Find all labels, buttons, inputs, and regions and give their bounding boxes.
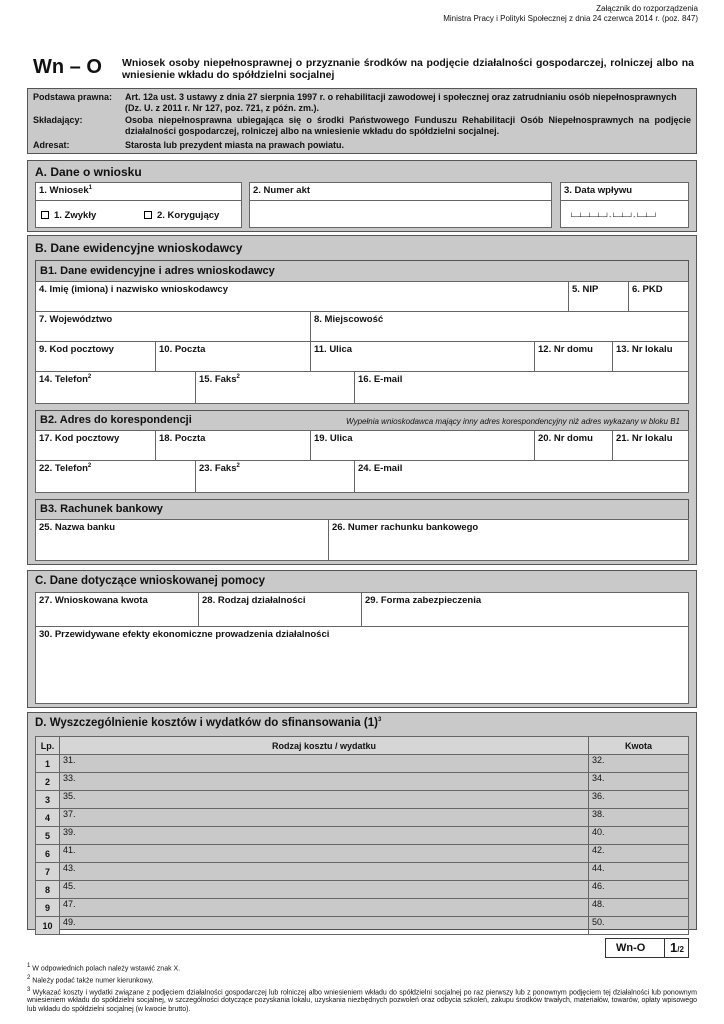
field-19-street[interactable]: 19. Ulica [310,430,535,461]
info-box [27,88,697,154]
field-16-email[interactable]: 16. E-mail [354,371,689,404]
cost-type-cell[interactable]: 39. [60,827,589,845]
field-26-account-number[interactable]: 26. Numer rachunku bankowego [328,519,689,561]
section-c-title: C. Dane dotyczące wnioskowanej pomocy [35,575,266,587]
cost-type-cell[interactable]: 45. [60,881,589,899]
field-6-pkd[interactable]: 6. PKD [628,281,689,312]
cost-table [35,736,689,935]
page-box-code: Wn-O [616,942,646,954]
page-box [605,938,689,958]
cost-amount-cell[interactable]: 34. [589,773,689,791]
section-d-title: D. Wyszczególnienie kosztów i wydatków do sfinansowania $(1)^3$ [35,717,382,729]
field-23-fax[interactable]: 23. Faks$^2$ [195,460,355,493]
cost-amount-cell[interactable]: 42. [589,845,689,863]
cost-type-cell[interactable]: 31. [60,755,589,773]
col-amount: Kwota [589,737,689,755]
cost-type-cell[interactable]: 37. [60,809,589,827]
field-11-street[interactable]: 11. Ulica [310,341,535,372]
table-row [36,809,689,827]
annex-line-1: Załącznik do rozporządzenia [596,4,698,13]
b2-note: Wypełnia wnioskodawca mający inny adres korespondencyjny niż adres wykazany w bloku B1 [346,417,680,426]
b2-title: B2. Adres do korespondencji [40,414,192,426]
b3-header [35,499,689,520]
cost-table-header [36,737,689,755]
legal-basis-text: Art. 12a ust. 3 ustawy z dnia 27 sierpnia 1997 r. o rehabilitacji zawodowej i społecznej oraz zatrudnianiu osób niepełnosprawnych (Dz. U. z 2011 r. Nr 127, poz. 721, z późn. zm.). [125,92,677,113]
checkbox-icon[interactable] [144,211,152,219]
table-row [36,827,689,845]
field-20-house-number[interactable]: 20. Nr domu [534,430,613,461]
section-a-title: A. Dane o wniosku [35,165,142,179]
table-row [36,917,689,935]
col-type: Rodzaj kosztu / wydatku [60,737,589,755]
field-17-postal-code[interactable]: 17. Kod pocztowy [35,430,156,461]
cost-amount-cell[interactable]: 38. [589,809,689,827]
row-number: 8 [36,881,60,899]
footnote-3: $^3$ Wykazać koszty i wydatki związane z podjęciem działalności gospodarczej lub rolniczej albo wniesieniem wkładu do spółdzielni socjalnej po raz pierwszy lub z ponownym podjęciem tej działalności lub ponownym wniesieniem wkładu do spółdzielni socjalnej, w szczególności dotyczące pozyskania lokalu, uzyskania niezbędnych pozwoleń oraz odbycia szkoleń, zakupu środków trwałych, materiałów, towarów, opłaty wpisowego lub wkładu do spółdzielni socjalnej (w kwocie brutto). [27,986,697,1013]
row-number: 9 [36,899,60,917]
field-29-security-form[interactable]: 29. Forma zabezpieczenia [361,592,689,627]
cost-type-cell[interactable]: 35. [60,791,589,809]
field-28-activity-type[interactable]: 28. Rodzaj działalności [198,592,362,627]
table-row [36,881,689,899]
legal-basis-label: Podstawa prawna: [33,92,113,102]
field-21-apartment-number[interactable]: 21. Nr lokalu [612,430,689,461]
field-15-fax[interactable]: 15. Faks$^2$ [195,371,355,404]
row-number: 7 [36,863,60,881]
submitter-label: Składający: [33,115,83,125]
col-lp: Lp. [36,737,60,755]
cost-amount-cell[interactable]: 48. [589,899,689,917]
footnote-2: $^2$ Należy podać także numer kierunkowy. [27,974,154,985]
field-22-phone[interactable]: 22. Telefon$^2$ [35,460,196,493]
cost-type-cell[interactable]: 43. [60,863,589,881]
option-regular[interactable]: 1. Zwykły [41,210,96,221]
field-24-email[interactable]: 24. E-mail [354,460,689,493]
section-b-title: B. Dane ewidencyjne wnioskodawcy [35,241,243,255]
footnotes [27,962,697,1014]
b1-title: B1. Dane ewidencyjne i adres wnioskodawcy [40,265,275,277]
b3-title: B3. Rachunek bankowy [40,503,163,515]
field-3-receipt-date[interactable]: 3. Data wpływu └─┴─┴─┴─┘-└─┴─┘-└─┴─┘ [560,182,689,228]
row-number: 6 [36,845,60,863]
field-10-post-office[interactable]: 10. Poczta [155,341,311,372]
table-row [36,773,689,791]
field-2-file-number[interactable]: 2. Numer akt [249,182,552,228]
table-row [36,845,689,863]
cost-amount-cell[interactable]: 44. [589,863,689,881]
field-8-town[interactable]: 8. Miejscowość [310,311,689,342]
form-code: Wn – O [33,56,102,78]
table-row [36,791,689,809]
page-number: 1/2 [670,940,684,955]
field-25-bank-name[interactable]: 25. Nazwa banku [35,519,329,561]
checkbox-icon[interactable] [41,211,49,219]
field-5-nip[interactable]: 5. NIP [568,281,629,312]
field-27-amount[interactable]: 27. Wnioskowana kwota [35,592,199,627]
field-12-house-number[interactable]: 12. Nr domu [534,341,613,372]
field-9-postal-code[interactable]: 9. Kod pocztowy [35,341,156,372]
row-number: 4 [36,809,60,827]
b1-header [35,260,689,282]
submitter-text: Osoba niepełnosprawna ubiegająca się o środki Państwowego Funduszu Rehabilitacji Osób Niepełnosprawnych na podjęcie działalności gospodarczej, rolniczej albo na wniesienie wkładu do spółdzielni socjalnej. [125,115,691,136]
cost-amount-cell[interactable]: 50. [589,917,689,935]
option-corrective[interactable]: 2. Korygujący [144,210,219,221]
row-number: 5 [36,827,60,845]
field-1-request-type: 1. Wniosek$^1$ 1. Zwykły 2. Korygujący [35,182,242,228]
date-mask: └─┴─┴─┴─┘-└─┴─┘-└─┴─┘ [569,214,658,221]
field-30-economic-effects[interactable]: 30. Przewidywane efekty ekonomiczne prowadzenia działalności [35,626,689,704]
field-7-voivodeship[interactable]: 7. Województwo [35,311,311,342]
row-number: 2 [36,773,60,791]
field-13-apartment-number[interactable]: 13. Nr lokalu [612,341,689,372]
annex-line-2: Ministra Pracy i Polityki Społecznej z dnia 24 czerwca 2014 r. (poz. 847) [443,14,698,23]
row-number: 1 [36,755,60,773]
cost-amount-cell[interactable]: 46. [589,881,689,899]
cost-type-cell[interactable]: 47. [60,899,589,917]
row-number: 10 [36,917,60,935]
field-14-phone[interactable]: 14. Telefon$^2$ [35,371,196,404]
annex-note [443,4,698,24]
table-row [36,863,689,881]
row-number: 3 [36,791,60,809]
b2-header [35,410,689,431]
addressee-label: Adresat: [33,140,70,150]
table-row [36,899,689,917]
cost-type-cell[interactable]: 33. [60,773,589,791]
cost-amount-cell[interactable]: 36. [589,791,689,809]
field-1-label: 1. Wniosek [39,185,89,197]
cost-amount-cell[interactable]: 32. [589,755,689,773]
cost-amount-cell[interactable]: 40. [589,827,689,845]
field-4-name[interactable]: 4. Imię (imiona) i nazwisko wnioskodawcy [35,281,569,312]
cost-type-cell[interactable]: 41. [60,845,589,863]
form-title: Wniosek osoby niepełnosprawnej o przyznanie środków na podjęcie działalności gospodarczej, rolniczej albo na wniesienie wkładu do spółdzielni socjalnej [122,57,694,81]
cost-type-cell[interactable]: 49. [60,917,589,935]
addressee-text: Starosta lub prezydent miasta na prawach powiatu. [125,140,345,150]
table-row [36,755,689,773]
field-18-post-office[interactable]: 18. Poczta [155,430,311,461]
footnote-1: $^1$ W odpowiednich polach należy wstawić znak X. [27,963,181,973]
